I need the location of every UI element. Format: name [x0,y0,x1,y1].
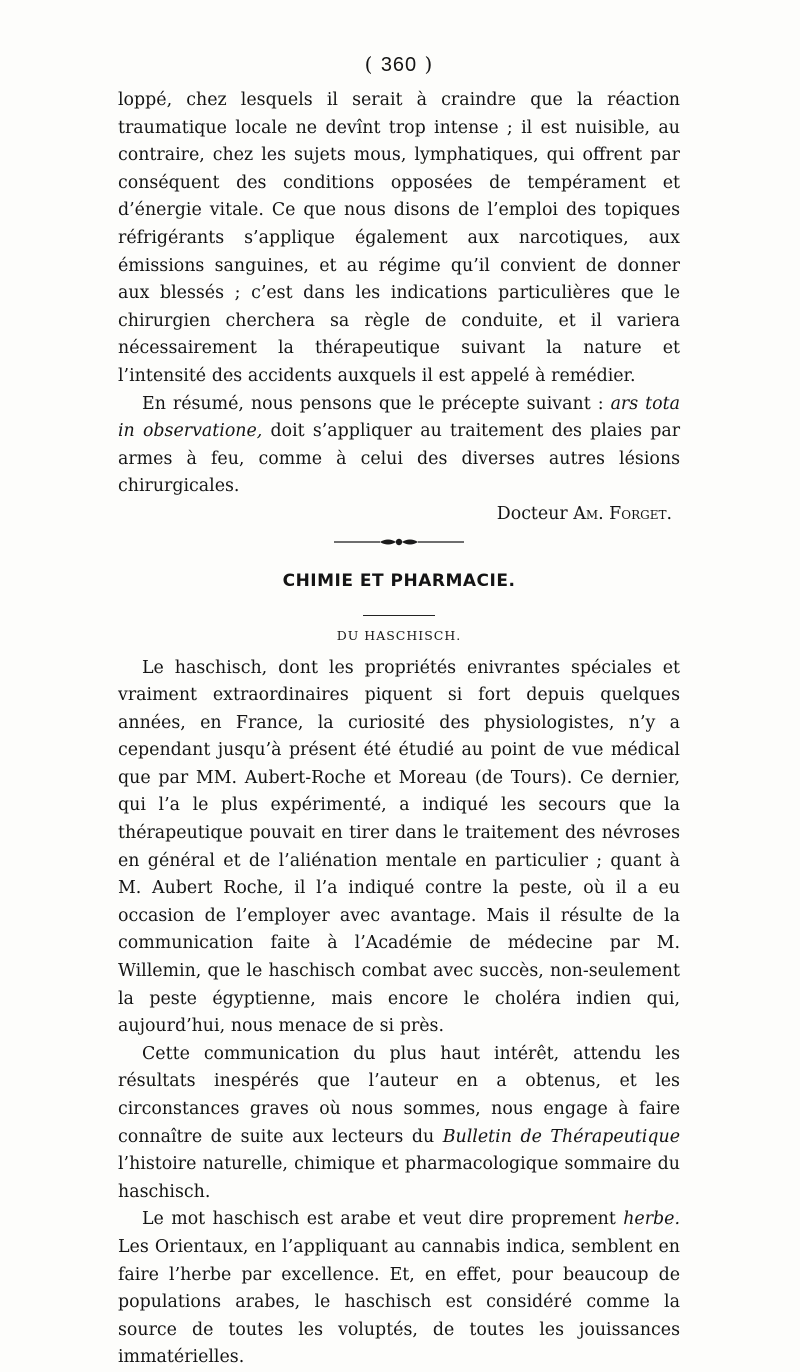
document-page [118,52,680,1372]
latin-quote: ars tota in observatione, [118,393,680,442]
page-number-value: 360 [380,54,418,76]
italic-herbe: herbe. [623,1209,680,1230]
page-number: ( 360 ) [364,52,434,76]
paragraph-continuation: loppé, chez lesquels il serait à craindre que la réaction traumatique locale ne devînt trop intense ; il est nuisible, au contraire, chez les sujets mous, lymphatiques, qui offrent par conséquent des conditions opposées de tempérament et d’énergie vitale. Ce que nous disons de l’emploi des topiques réfrigérants s’applique également aux narcotiques, aux émissions sanguines, et au régime qu’il convient de donner aux blessés ; c’est dans les indications particulières que le chirurgien cherchera sa règle de conduite, et il variera nécessairement la thérapeutique suivant la nature et l’intensité des accidents auxquels il est appelé à remédier. [118,90,680,386]
paragraph-etymology: Le mot haschisch est arabe et veut dire proprement herbe. Les Orientaux, en l’appliquant au cannabis indica, semblent en faire l’herbe par excellence. Et, en effet, pour beaucoup de populations arabes, le haschisch est considéré comme la source de toutes les voluptés, de toutes les jouissances immatérielles. [118,1209,680,1368]
paragraph-haschisch-intro: Le haschisch, dont les propriétés enivrantes spéciales et vraiment extraordinaires piquent si fort depuis quelques années, en France, la curiosité des physiologistes, n’y a cependant jusqu’à présent été étudié au point de vue médical que par MM. Aubert-Roche et Moreau (de Tours). Ce dernier, qui l’a le plus expérimenté, a indiqué les secours que la thérapeutique pouvait en tirer dans le traitement des névroses en général et de l’aliénation mentale en particulier ; quant à M. Aubert Roche, il l’a indiqué contre la peste, où il a eu occasion de l’employer avec avantage. Mais il résulte de la communication faite à l’Académie de médecine par M. Willemin, que le haschisch combat avec succès, non-seulement la peste égyptienne, mais encore le choléra indien qui, aujourd’hui, nous menace de si près. [118,657,680,1037]
paragraph-resume: En résumé, nous pensons que le précepte suivant : ars tota in observatione, doit s’appliquer au traitement des plaies par armes à feu, comme à celui des diverses autres lésions chirurgicales. [118,393,681,497]
title-rule [363,615,435,616]
article-subtitle: DU HASCHISCH. [336,627,462,643]
author-signature: Docteur Am. Forget. [496,503,672,524]
section-title: CHIMIE ET PHARMACIE. [282,570,516,591]
journal-title: Bulletin de Thérapeutique [442,1126,680,1147]
paragraph-communication: Cette communication du plus haut intérêt, attendu les résultats inespérés que l’auteur en a obtenus, et les circonstances graves où nous sommes, nous engage à faire connaître de suite aux lecteurs du Bulletin de Thérapeutique l’histoire naturelle, chimique et pharmacologique sommaire du haschisch. [118,1043,680,1202]
author-name: Am. Forget. [573,503,672,524]
section-ornament-divider [334,535,464,549]
